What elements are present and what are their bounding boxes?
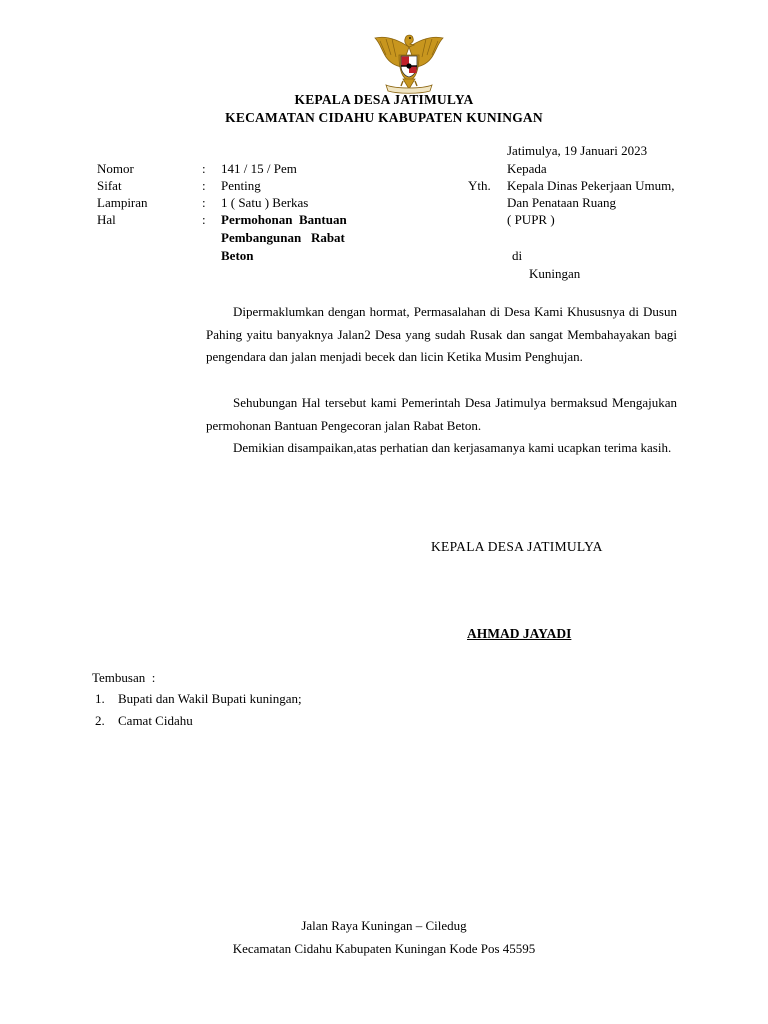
tembusan-item-text: Camat Cidahu [118, 713, 193, 728]
lampiran-value: 1 ( Satu ) Berkas [221, 195, 309, 210]
body-paragraph-2: Sehubungan Hal tersebut kami Pemerintah Desa Jatimulya bermaksud Mengajukan permohonan Bantuan Pengecoran jalan Rabat Beton. [206, 395, 677, 433]
nomor-label: Nomor [97, 161, 134, 176]
sifat-value: Penting [221, 178, 261, 193]
hal-colon: : [202, 212, 206, 227]
recipient-di: di [512, 248, 523, 263]
date-line: Jatimulya, 19 Januari 2023 [507, 143, 648, 158]
recipient-yth: Yth. [468, 178, 491, 193]
nomor-colon: : [202, 161, 206, 176]
recipient-place: Kuningan [529, 266, 581, 281]
body-paragraph-1: Dipermaklumkan dengan hormat, Permasalahan di Desa Kami Khususnya di Dusun Pahing yaitu banyaknya Jalan2 Desa yang sudah Rusak dan sangat Membahayakan bagi pengendara dan jalan menjadi becek dan licin Ketika Musim Penghujan. [206, 304, 677, 364]
recipient-kepada: Kepada [507, 161, 547, 176]
hal-value-line2: Pembangunan Rabat [221, 230, 345, 245]
footer-address-line2: Kecamatan Cidahu Kabupaten Kuningan Kode Pos 45595 [232, 941, 536, 956]
lampiran-colon: : [202, 195, 206, 210]
tembusan-label: Tembusan : [92, 670, 156, 685]
garuda-emblem-icon [372, 33, 446, 95]
recipient-line1: Kepala Dinas Pekerjaan Umum, [507, 178, 675, 193]
nomor-value: 141 / 15 / Pem [221, 161, 297, 176]
signatory-name: AHMAD JAYADI [467, 626, 572, 641]
hal-value-line1: Permohonan Bantuan [221, 212, 347, 227]
recipient-line3: ( PUPR ) [507, 212, 555, 227]
sifat-label: Sifat [97, 178, 122, 193]
tembusan-item-number: 1. [95, 691, 105, 706]
tembusan-item-number: 2. [95, 713, 105, 728]
tembusan-item-text: Bupati dan Wakil Bupati kuningan; [118, 691, 302, 706]
hal-label: Hal [97, 212, 116, 227]
letterhead-title-line1: KEPALA DESA JATIMULYA [294, 92, 474, 107]
letterhead-title-line2: KECAMATAN CIDAHU KABUPATEN KUNINGAN [225, 110, 543, 125]
body-paragraph-3: Demikian disampaikan,atas perhatian dan kerjasamanya kami ucapkan terima kasih. [233, 440, 672, 455]
recipient-line2: Dan Penataan Ruang [507, 195, 617, 210]
footer-address-line1: Jalan Raya Kuningan – Ciledug [301, 918, 467, 933]
lampiran-label: Lampiran [97, 195, 148, 210]
signature-title: KEPALA DESA JATIMULYA [431, 539, 603, 554]
sifat-colon: : [202, 178, 206, 193]
hal-value-line3: Beton [221, 248, 254, 263]
